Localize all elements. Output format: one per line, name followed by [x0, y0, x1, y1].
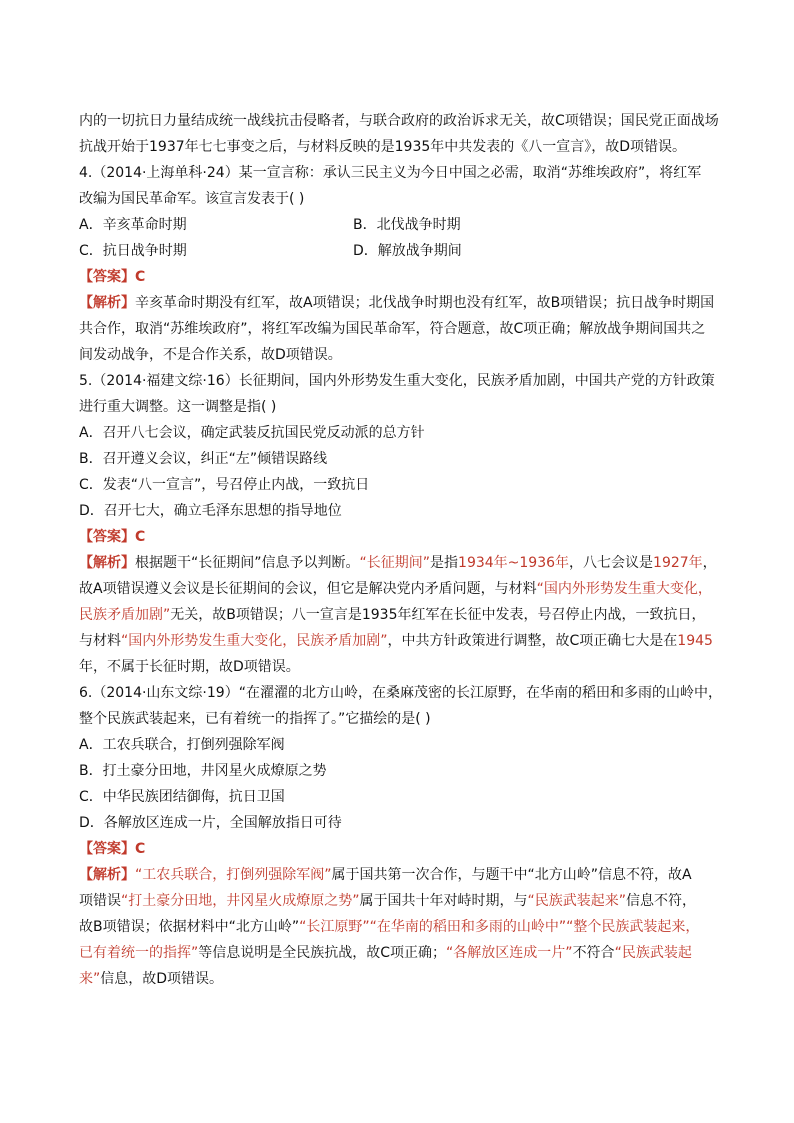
q4-options-row-2 — [79, 238, 717, 264]
analysis-text: 辛亥革命时期没有红军，故A项错误；北伐战争时期也没有红军，故B项错误；抗日战争时期国 — [135, 295, 715, 311]
q6-stem-2: 整个民族武装起来，已有着统一的指挥了。”它描绘的是( ) — [79, 711, 431, 727]
analysis-label: 【解析】 — [79, 867, 135, 883]
answer-label: 【答案】 — [79, 529, 135, 545]
highlight-text: “工农兵联合，打倒列强除军阀” — [135, 867, 332, 883]
q5-analysis-4 — [79, 628, 717, 654]
q4-answer — [79, 264, 717, 290]
q4-stem-2: 改编为国民革命军。该宣言发表于( ) — [79, 191, 305, 207]
q6-option-d: D．各解放区连成一片，全国解放指日可待 — [79, 815, 342, 831]
answer-label: 【答案】 — [79, 841, 135, 857]
highlight-text: “打土豪分田地，井冈星火成燎原之势” — [121, 893, 360, 909]
analysis-text: 信息，故D项错误。 — [100, 971, 224, 987]
highlight-text: “长江原野”“在华南的稻田和多雨的山岭中”“整个民族武装起来， — [299, 919, 700, 935]
q4-stem-1: 4.（2014·上海单科·24）某一宣言称：承认三民主义为今日中国之必需，取消“苏维埃政府”，将红军 — [79, 165, 702, 181]
analysis-text: 不符合 — [572, 945, 615, 961]
analysis-text: 根据题干“长征期间”信息予以判断。 — [135, 555, 360, 571]
analysis-text: 故B项错误；依据材料中“北方山岭” — [79, 919, 300, 935]
q5-analysis-3 — [79, 602, 717, 628]
analysis-text: 无关，故B项错误；八一宣言是1935年红军在长征中发表，号召停止内战，一致抗日， — [170, 607, 706, 623]
analysis-text: 项错误 — [79, 893, 121, 909]
q5-analysis-2 — [79, 576, 717, 602]
answer-value: C — [135, 529, 146, 545]
q6-analysis-2 — [79, 888, 717, 914]
answer-value: C — [135, 841, 146, 857]
analysis-text: 故A项错误遵义会议是长征期间的会议，但它是解决党内矛盾问题，与材料 — [79, 581, 537, 597]
highlight-text: “各解放区连成一片” — [446, 945, 573, 961]
q6-answer — [79, 836, 717, 862]
analysis-text: 是指 — [430, 555, 459, 571]
analysis-text: 属于国共第一次合作，与题干中“北方山岭”信息不符，故A — [331, 867, 692, 883]
q6-option-b: B．打土豪分田地，井冈星火成燎原之势 — [79, 763, 327, 779]
analysis-text: ， — [702, 555, 717, 571]
analysis-label: 【解析】 — [79, 295, 135, 311]
highlight-text: 已有着统一的指挥” — [79, 945, 199, 961]
q5-stem-2: 进行重大调整。这一调整是指( ) — [79, 399, 277, 415]
answer-label: 【答案】 — [79, 269, 135, 285]
highlight-text: 1945 — [677, 633, 713, 649]
q6-option-c: C．中华民族团结御侮，抗日卫国 — [79, 789, 285, 805]
highlight-text: 1934年~1936年 — [458, 555, 570, 571]
highlight-text: “民族武装起 — [614, 945, 692, 961]
q6-analysis-1 — [79, 862, 717, 888]
intro-line-1: 内的一切抗日力量结成统一战线抗击侵略者，与联合政府的政治诉求无关，故C项错误；国民党正面战场 — [79, 113, 719, 129]
highlight-text: “国内外形势发生重大变化，民族矛盾加剧” — [121, 633, 388, 649]
analysis-text: ，中共方针政策进行调整，故C项正确七大是在 — [387, 633, 678, 649]
highlight-text: 民族矛盾加剧” — [79, 607, 171, 623]
answer-value: C — [135, 269, 146, 285]
highlight-text: “国内外形势发生重大变化， — [536, 581, 712, 597]
highlight-text: 来” — [79, 971, 101, 987]
q6-analysis-4 — [79, 940, 717, 966]
q4-analysis-1 — [79, 290, 717, 316]
intro-line-2: 抗战开始于1937年七七事变之后，与材料反映的是1935年中共发表的《八一宣言》，故D项错误。 — [79, 139, 687, 155]
q6-analysis-5 — [79, 966, 717, 992]
q4-option-c: C．抗日战争时期 — [79, 243, 187, 259]
q4-option-d: D．解放战争期间 — [353, 243, 462, 259]
q5-analysis-5: 年，不属于长征时期，故D项错误。 — [79, 659, 300, 675]
q6-stem-1: 6.（2014·山东文综·19）“在濯濯的北方山岭，在桑麻茂密的长江原野，在华南的稻田和多雨的山岭中， — [79, 685, 722, 701]
highlight-text: 1927年 — [653, 555, 703, 571]
q5-option-a: A．召开八七会议，确定武装反抗国民党反动派的总方针 — [79, 425, 425, 441]
document-page — [79, 108, 722, 992]
q5-answer — [79, 524, 717, 550]
q4-analysis-2: 共合作，取消“苏维埃政府”，将红军改编为国民革命军，符合题意，故C项正确；解放战争期间国共之 — [79, 321, 706, 337]
q5-stem-1: 5.（2014·福建文综·16）长征期间，国内外形势发生重大变化，民族矛盾加剧，中国共产党的方针政策 — [79, 373, 715, 389]
q4-option-a: A．辛亥革命时期 — [79, 217, 187, 233]
analysis-text: 信息不符， — [626, 893, 697, 909]
q5-option-d: D．召开七大，确立毛泽东思想的指导地位 — [79, 503, 342, 519]
analysis-text: ，八七会议是 — [569, 555, 654, 571]
q6-option-a: A．工农兵联合，打倒列强除军阀 — [79, 737, 285, 753]
q4-analysis-3: 间发动战争，不是合作关系，故D项错误。 — [79, 347, 342, 363]
highlight-text: “民族武装起来” — [527, 893, 627, 909]
q5-analysis-1 — [79, 550, 717, 576]
q5-option-c: C．发表“八一宣言”，号召停止内战，一致抗日 — [79, 477, 370, 493]
analysis-text: 属于国共十年对峙时期，与 — [359, 893, 528, 909]
analysis-text: 与材料 — [79, 633, 121, 649]
q4-option-b: B．北伐战争时期 — [353, 217, 461, 233]
highlight-text: “长征期间” — [359, 555, 431, 571]
analysis-text: 等信息说明是全民族抗战，故C项正确； — [198, 945, 447, 961]
q6-analysis-3 — [79, 914, 717, 940]
q4-options-row-1 — [79, 212, 717, 238]
analysis-label: 【解析】 — [79, 555, 135, 571]
q5-option-b: B．召开遵义会议，纠正“左”倾错误路线 — [79, 451, 328, 467]
